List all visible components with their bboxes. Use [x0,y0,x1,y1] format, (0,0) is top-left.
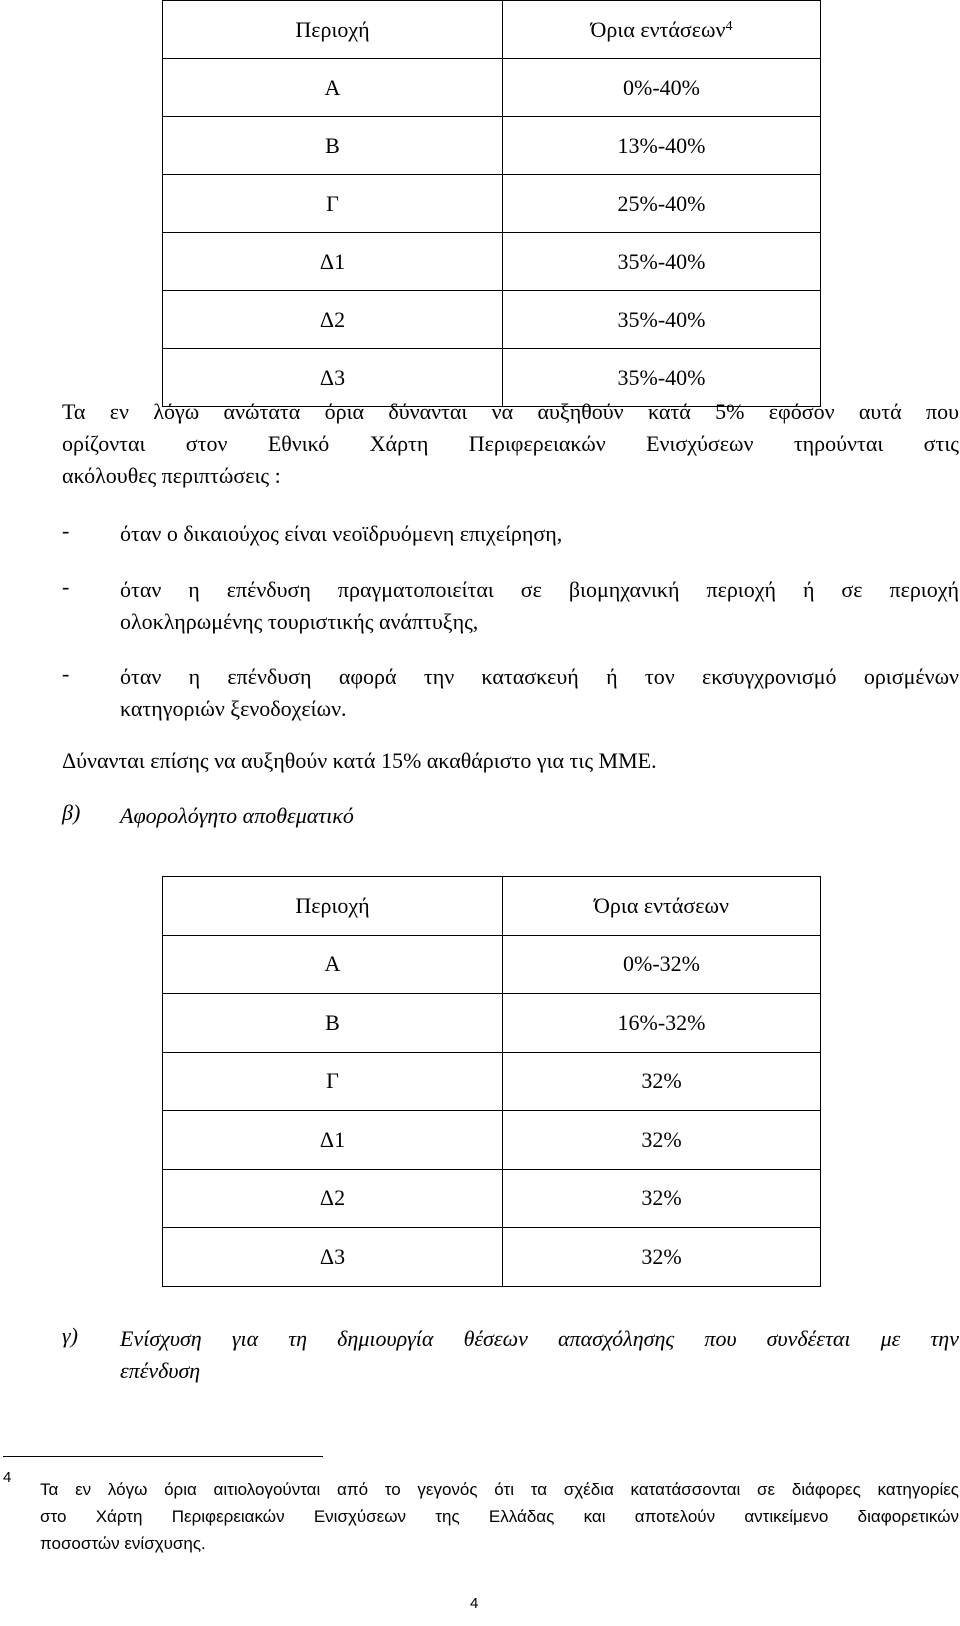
bullet-dash: - [62,574,70,599]
footnote-line: στο Χάρτη Περιφερειακών Ενισχύσεων της Ελλάδας και αποτελούν αντικείμενο διαφορετικών [40,1507,959,1526]
limits-cell: 32% [503,1052,821,1111]
limits-cell: 35%-40% [503,349,821,407]
table-row [163,935,821,994]
table-row [163,117,821,175]
region-cell: Δ1 [163,233,503,291]
region-cell: Α [163,59,503,117]
page-number: 4 [470,1595,479,1612]
paragraph-line: Τα εν λόγω ανώτατα όρια δύνανται να αυξηθούν κατά 5% εφόσον αυτά που [62,399,959,424]
limits-cell: 0%-40% [503,59,821,117]
section-c-title-line: επένδυση [120,1358,201,1383]
region-cell: Β [163,117,503,175]
table-header-row [163,1,821,59]
limits-cell: 35%-40% [503,233,821,291]
table-row [163,1111,821,1170]
section-c-title [120,1323,959,1387]
limits-cell: 0%-32% [503,935,821,994]
header-limits [503,1,821,59]
increase-paragraph [62,396,959,492]
region-cell: Α [163,935,503,994]
region-cell: Γ [163,1052,503,1111]
table-header-row [163,877,821,936]
section-b-label: β) [62,800,81,825]
bullet-dash: - [62,661,70,686]
limits-cell: 35%-40% [503,291,821,349]
bullet-item [120,661,959,725]
header-region: Περιοχή [163,877,503,936]
footnote-mark: 4 [3,1469,12,1486]
bullet-item [120,518,959,550]
section-c-title-line: Ενίσχυση για τη δημιουργία θέσεων απασχόλησης που συνδέεται με την [120,1326,959,1351]
bullet-line: όταν η επένδυση πραγματοποιείται σε βιομηχανική περιοχή ή σε περιοχή [120,577,959,602]
table-row [163,59,821,117]
table-row [163,1228,821,1287]
bullet-line: ολοκληρωμένης τουριστικής ανάπτυξης, [120,609,479,634]
table-row [163,233,821,291]
bullet-line: όταν ο δικαιούχος είναι νεοϊδρυόμενη επιχείρηση, [120,521,563,546]
region-cell: Β [163,994,503,1053]
section-c-label: γ) [62,1323,78,1348]
footnote-line: Τα εν λόγω όρια αιτιολογούνται από το γεγονός ότι τα σχέδια κατατάσσονται σε διάφορες κατηγορίες [40,1480,959,1499]
bullet-item [120,574,959,638]
region-cell: Δ1 [163,1111,503,1170]
table-row [163,291,821,349]
header-limits-text: Όρια εντάσεων [590,16,726,42]
sme-paragraph: Δύνανται επίσης να αυξηθούν κατά 15% ακαθάριστο για τις ΜΜΕ. [62,748,657,773]
section-b-title: Αφορολόγητο αποθεματικό [120,803,354,828]
region-cell: Δ3 [163,1228,503,1287]
footnote-ref[interactable]: 4 [725,18,733,34]
table-row [163,994,821,1053]
footnote-text [40,1476,959,1557]
bullet-line: όταν η επένδυση αφορά την κατασκευή ή τον εκσυγχρονισμό ορισμένων [120,664,959,689]
limits-cell: 13%-40% [503,117,821,175]
intensity-table-a [162,0,821,407]
table-row [163,1169,821,1228]
intensity-table-b [162,876,821,1287]
bullet-line: κατηγοριών ξενοδοχείων. [120,696,347,721]
table-row [163,1052,821,1111]
header-region: Περιοχή [163,1,503,59]
limits-cell: 32% [503,1169,821,1228]
header-limits: Όρια εντάσεων [503,877,821,936]
paragraph-line: ορίζονται στον Εθνικό Χάρτη Περιφερειακών Ενισχύσεων τηρούνται στις [62,431,959,456]
limits-cell: 32% [503,1228,821,1287]
paragraph-line: ακόλουθες περιπτώσεις : [62,463,281,488]
table-row [163,175,821,233]
limits-cell: 32% [503,1111,821,1170]
limits-cell: 25%-40% [503,175,821,233]
region-cell: Γ [163,175,503,233]
region-cell: Δ3 [163,349,503,407]
bullet-dash: - [62,518,70,543]
region-cell: Δ2 [163,291,503,349]
footnote-separator [3,1456,323,1457]
footnote-line: ποσοστών ενίσχυσης. [40,1534,206,1553]
limits-cell: 16%-32% [503,994,821,1053]
region-cell: Δ2 [163,1169,503,1228]
